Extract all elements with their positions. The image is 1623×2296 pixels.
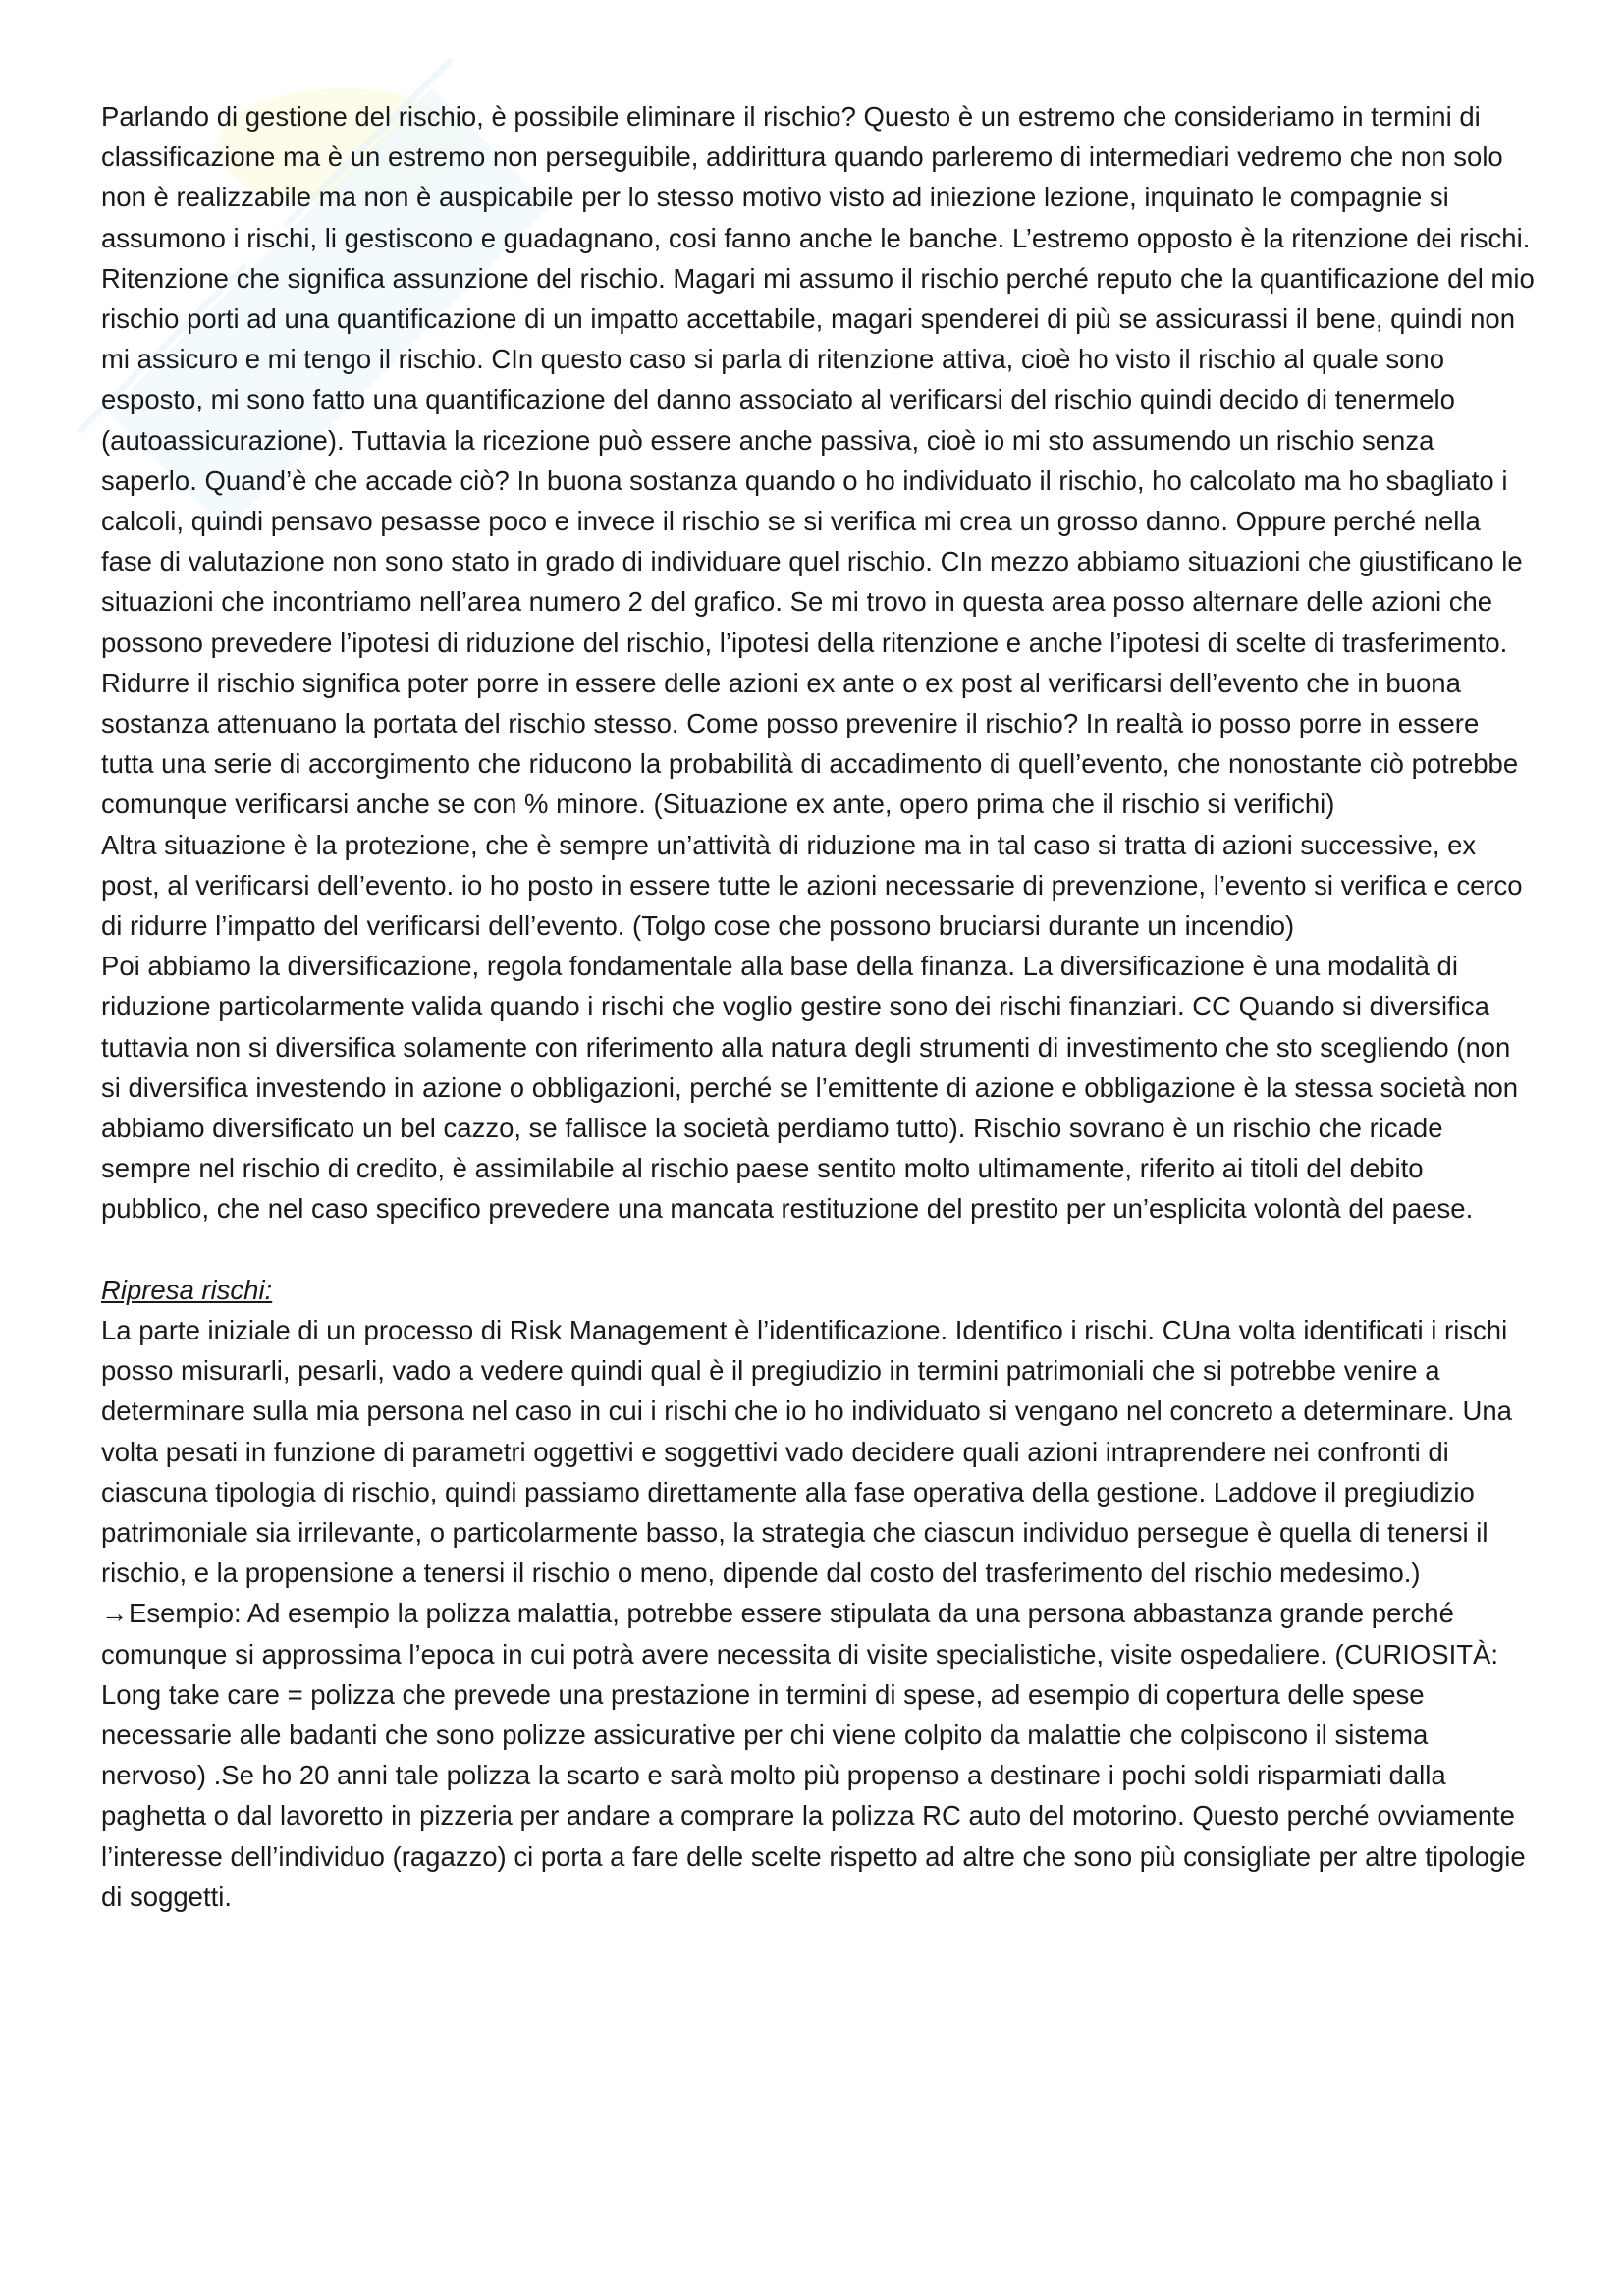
example-text: Esempio: Ad esempio la polizza malattia, potrebbe essere stipulata da una persona abbastanza grande perché comunque si approssima l’epoca in cui potrà avere necessita di visite specialistiche, visite ospedaliere. (CURIOSITÀ: Long take care = polizza che prevede una prestazione in termini di spese, ad esempio di copertura delle spese necessarie alle badanti che sono polizze assicurative per chi viene colpito da malattie che colpiscono il sistema nervoso) .Se ho 20 anni tale polizza la scarto e sarà molto più propenso a destinare i pochi soldi risparmiati dalla paghetta o dal lavoretto in pizzeria per andare a comprare la polizza RC auto del motorino. Questo perché ovviamente l’interesse dell’individuo (ragazzo) ci porta a fare delle scelte rispetto ad altre che sono più consigliate per altre tipologie di soggetti. — [101, 1598, 1526, 1912]
document-body — [101, 96, 1537, 1917]
paragraph-protection: Altra situazione è la protezione, che è sempre un’attività di riduzione ma in tal caso si tratta di azioni successive, ex post, al verificarsi dell’evento. io ho posto in essere tutte le azioni necessarie di prevenzione, l’evento si verifica e cerco di ridurre l’impatto del verificarsi dell’evento. (Tolgo cose che possono bruciarsi durante un incendio) — [101, 829, 1523, 942]
paragraph-risk-management: La parte iniziale di un processo di Risk Management è l’identificazione. Identifico i rischi. CUna volta identificati i rischi posso misurarli, pesarli, vado a vedere quindi qual è il pregiudizio in termini patrimoniali che si potrebbe venire a determinare sulla mia persona nel caso in cui i rischi che io ho individuato si vengano nel concreto a determinare. Una volta pesati in funzione di parametri oggettivi e soggettivi vado decidere quali azioni intraprendere nei confronti di ciascuna tipologia di rischio, quindi passiamo direttamente alla fase operativa della gestione. Laddove il pregiudizio patrimoniale sia irrilevante, o particolarmente basso, la strategia che ciascun individuo persegue è quella di tenersi il rischio, e la propensione a tenersi il rischio o meno, dipende dal costo del trasferimento del rischio medesimo.) — [101, 1314, 1512, 1589]
right-arrow-icon: → — [101, 1598, 129, 1629]
paragraph-example — [101, 1593, 1537, 1917]
paragraph-diversification: Poi abbiamo la diversificazione, regola fondamentale alla base della finanza. La diversificazione è una modalità di riduzione particolarmente valida quando i rischi che voglio gestire sono dei rischi finanziari. CC Quando si diversifica tuttavia non si diversifica solamente con riferimento alla natura degli strumenti di investimento che sto scegliendo (non si diversifica investendo in azione o obbligazioni, perché se l’emittente di azione e obbligazione è la stessa società non abbiamo diversificato un bel cazzo, se fallisce la società perdiamo tutto). Rischio sovrano è un rischio che ricade sempre nel rischio di credito, è assimilabile al rischio paese sentito molto ultimamente, riferito ai titoli del debito pubblico, che nel caso specifico prevedere una mancata restituzione del prestito per un’esplicita volontà del paese. — [101, 951, 1519, 1225]
section-heading: Ripresa rischi: — [101, 1274, 273, 1305]
paragraph-spacer — [101, 1230, 1537, 1270]
paragraph-risk-elimination: Parlando di gestione del rischio, è possibile eliminare il rischio? Questo è un estremo che consideriamo in termini di classificazione ma è un estremo non perseguibile, addirittura quando parleremo di intermediari vedremo che non solo non è realizzabile ma non è auspicabile per lo stesso motivo visto ad iniezione lezione, inquinato le compagnie si assumono i rischi, li gestiscono e guadagnano, cosi fanno anche le banche. L’estremo opposto è la ritenzione dei rischi. Ritenzione che significa assunzione del rischio. Magari mi assumo il rischio perché reputo che la quantificazione del mio rischio porti ad una quantificazione di un impatto accettabile, magari spenderei di più se assicurassi il bene, quindi non mi assicuro e mi tengo il rischio. CIn questo caso si parla di ritenzione attiva, cioè ho visto il rischio al quale sono esposto, mi sono fatto una quantificazione del danno associato al verificarsi del rischio quindi decido di tenermelo (autoassicurazione). Tuttavia la ricezione può essere anche passiva, cioè io mi sto assumendo un rischio senza saperlo. Quand’è che accade ciò? In buona sostanza quando o ho individuato il rischio, ho calcolato ma ho sbagliato i calcoli, quindi pensavo pesasse poco e invece il rischio se si verifica mi crea un grosso danno. Oppure perché nella fase di valutazione non sono stato in grado di individuare quel rischio. CIn mezzo abbiamo situazioni che giustificano le situazioni che incontriamo nell’area numero 2 del grafico. Se mi trovo in questa area posso alternare delle azioni che possono prevedere l’ipotesi di riduzione del rischio, l’ipotesi della ritenzione e anche l’ipotesi di scelte di trasferimento. Ridurre il rischio significa poter porre in essere delle azioni ex ante o ex post al verificarsi dell’evento che in buona sostanza attenuano la portata del rischio stesso. Come posso prevenire il rischio? In realtà io posso porre in essere tutta una serie di accorgimento che riducono la probabilità di accadimento di quell’evento, che nonostante ciò potrebbe comunque verificarsi anche se con % minore. (Situazione ex ante, opero prima che il rischio si verifichi) — [101, 101, 1535, 820]
